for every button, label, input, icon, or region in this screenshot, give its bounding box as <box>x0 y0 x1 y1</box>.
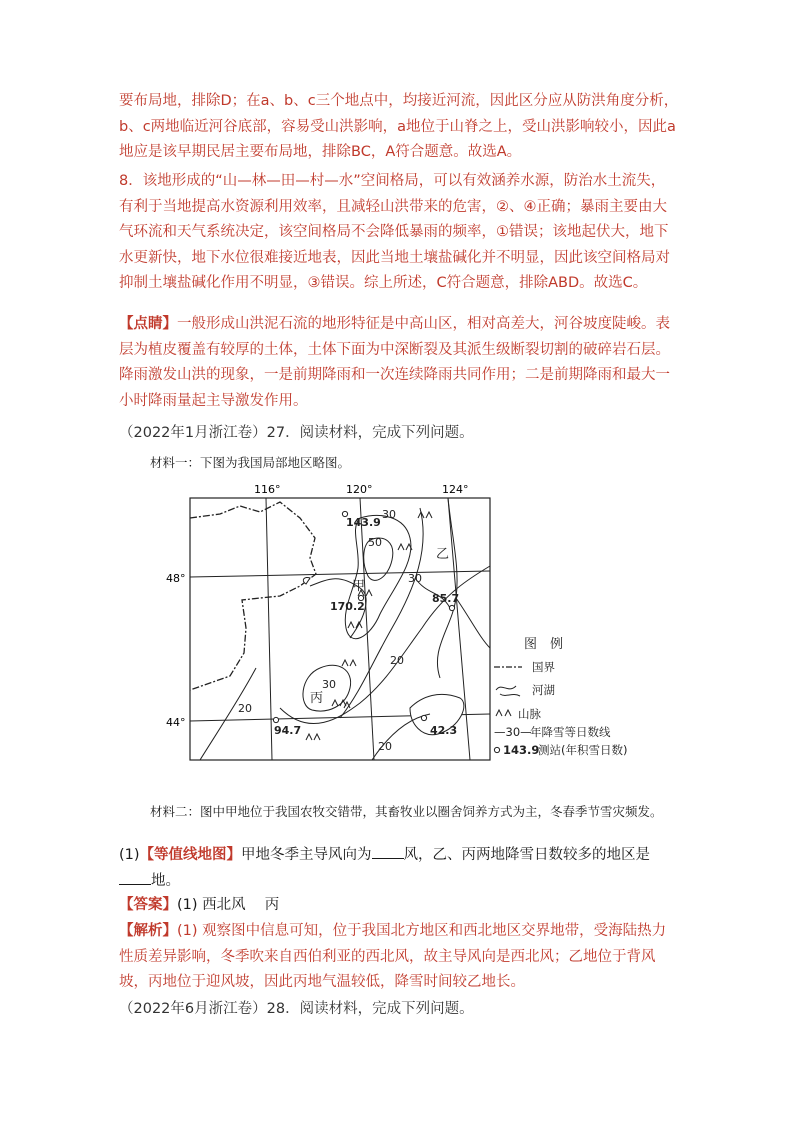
legend-river-lake: 河湖 <box>532 683 555 697</box>
station-170-2: 170.2 <box>330 600 365 613</box>
explanation-text: (1) 观察图中信息可知，位于我国北方地区和西北地区交界地带，受海陆热力性质差异影响，冬季吹来自西伯利亚的西北风，故主导风向是西北风；乙地位于背风坡，丙地位于迎风坡，因此丙地气温较低，降雪时间较乙地长。 <box>119 923 667 990</box>
iso-label-30-north: 30 <box>382 508 396 521</box>
material-1-caption: 材料一：下图为我国局部地区略图。 <box>150 455 351 470</box>
iso-label-30-south: 30 <box>322 678 336 691</box>
legend-mountain: 山脉 <box>518 707 541 721</box>
question-1 <box>119 843 679 894</box>
place-bing: 丙 <box>310 691 324 706</box>
q1-text-b: 风，乙、丙两地降雪日数较多的地区是 <box>403 847 651 863</box>
iso-label-20-center: 20 <box>390 654 404 667</box>
iso-label-20-south: 20 <box>378 740 392 753</box>
q1-tag: 【等值线地图】 <box>139 847 242 863</box>
iso-label-20-west: 20 <box>238 702 252 715</box>
map-legend <box>494 637 627 757</box>
q1-text-a: 甲地冬季主导风向为 <box>241 847 372 863</box>
place-yi: 乙 <box>436 547 450 562</box>
station-85-7: 85.7 <box>432 592 460 605</box>
answer-explanation-7: 要布局地，排除D；在a、b、c三个地点中，均接近河流，因此区分应从防洪角度分析，b、c两地临近河谷底部，容易受山洪影响，a地位于山脊之上，受山洪影响较小，因此a地应是该早期民居主要布局地，排除BC，A符合题意。故选A。 <box>119 93 679 160</box>
rivers <box>303 498 490 735</box>
lon-120: 120° <box>346 483 373 496</box>
regional-map <box>160 478 660 778</box>
stations <box>273 511 454 722</box>
legend-station-sample: 143.9 <box>503 743 540 757</box>
tip-block <box>119 312 679 414</box>
iso-label-50: 50 <box>368 536 382 549</box>
station-94-7: 94.7 <box>274 724 302 737</box>
place-jia: 甲 <box>352 579 366 594</box>
tip-text: 一般形成山洪泥石流的地形特征是中高山区，相对高差大，河谷坡度陡峻。表层为植皮覆盖有较厚的土体，土体下面为中深断裂及其派生级断裂切割的破碎岩石层。降雨激发山洪的现象，一是前期降雨和一次连续降雨共同作用；二是前期降雨和最大一小时降雨量起主导激发作用。 <box>119 316 670 409</box>
national-border <box>190 502 316 690</box>
iso-label-30-east: 30 <box>408 572 422 585</box>
answer-explanation-8: 8．该地形成的“山—林—田—村—水”空间格局，可以有效涵养水源，防治水土流失，有利于当地提高水资源利用效率，且减轻山洪带来的危害，②、④正确；暴雨主要由大气环流和天气系统决定，该空间格局不会降低暴雨的频率，①错误；该地起伏大，地下水更新快，地下水位很难接近地表，因此当地土壤盐碱化并不明显，因此该空间格局对抑制土壤盐碱化作用不明显，③错误。综上所述，C符合题意，排除ABD。故选C。 <box>119 173 670 291</box>
question-27-header: （2022年1月浙江卷）27．阅读材料，完成下列问题。 <box>119 425 474 441</box>
answer-text: (1) 西北风 丙 <box>177 897 280 913</box>
q1-number: (1) <box>119 847 140 863</box>
tip-tag: 【点睛】 <box>119 316 177 332</box>
lat-44: 44° <box>166 716 186 729</box>
blank-wind-direction[interactable] <box>372 844 404 859</box>
station-143-9: 143.9 <box>346 516 381 529</box>
material-2-caption: 材料二：图中甲地位于我国农牧交错带，其畜牧业以圈舍饲养方式为主，冬春季节雪灾频发。 <box>150 804 663 819</box>
legend-title: 图 例 <box>524 637 564 652</box>
legend-isoline-sample: —30— <box>494 725 532 739</box>
lon-124: 124° <box>442 483 469 496</box>
legend-station: 测站(年积雪日数) <box>538 743 628 757</box>
q1-text-c: 地。 <box>151 872 180 889</box>
answer-block <box>119 893 679 919</box>
legend-border: 国界 <box>532 660 555 674</box>
lon-116: 116° <box>254 483 281 496</box>
lat-48: 48° <box>166 572 186 585</box>
question-28-header: （2022年6月浙江卷）28．阅读材料，完成下列问题。 <box>119 1001 474 1017</box>
legend-isoline: 年降雪等日数线 <box>530 725 611 739</box>
explanation-tag: 【解析】 <box>119 923 177 939</box>
explanation-block <box>119 919 679 996</box>
answer-tag: 【答案】 <box>119 897 177 913</box>
blank-snow-area[interactable] <box>119 870 151 885</box>
station-42-3: 42.3 <box>430 724 458 737</box>
